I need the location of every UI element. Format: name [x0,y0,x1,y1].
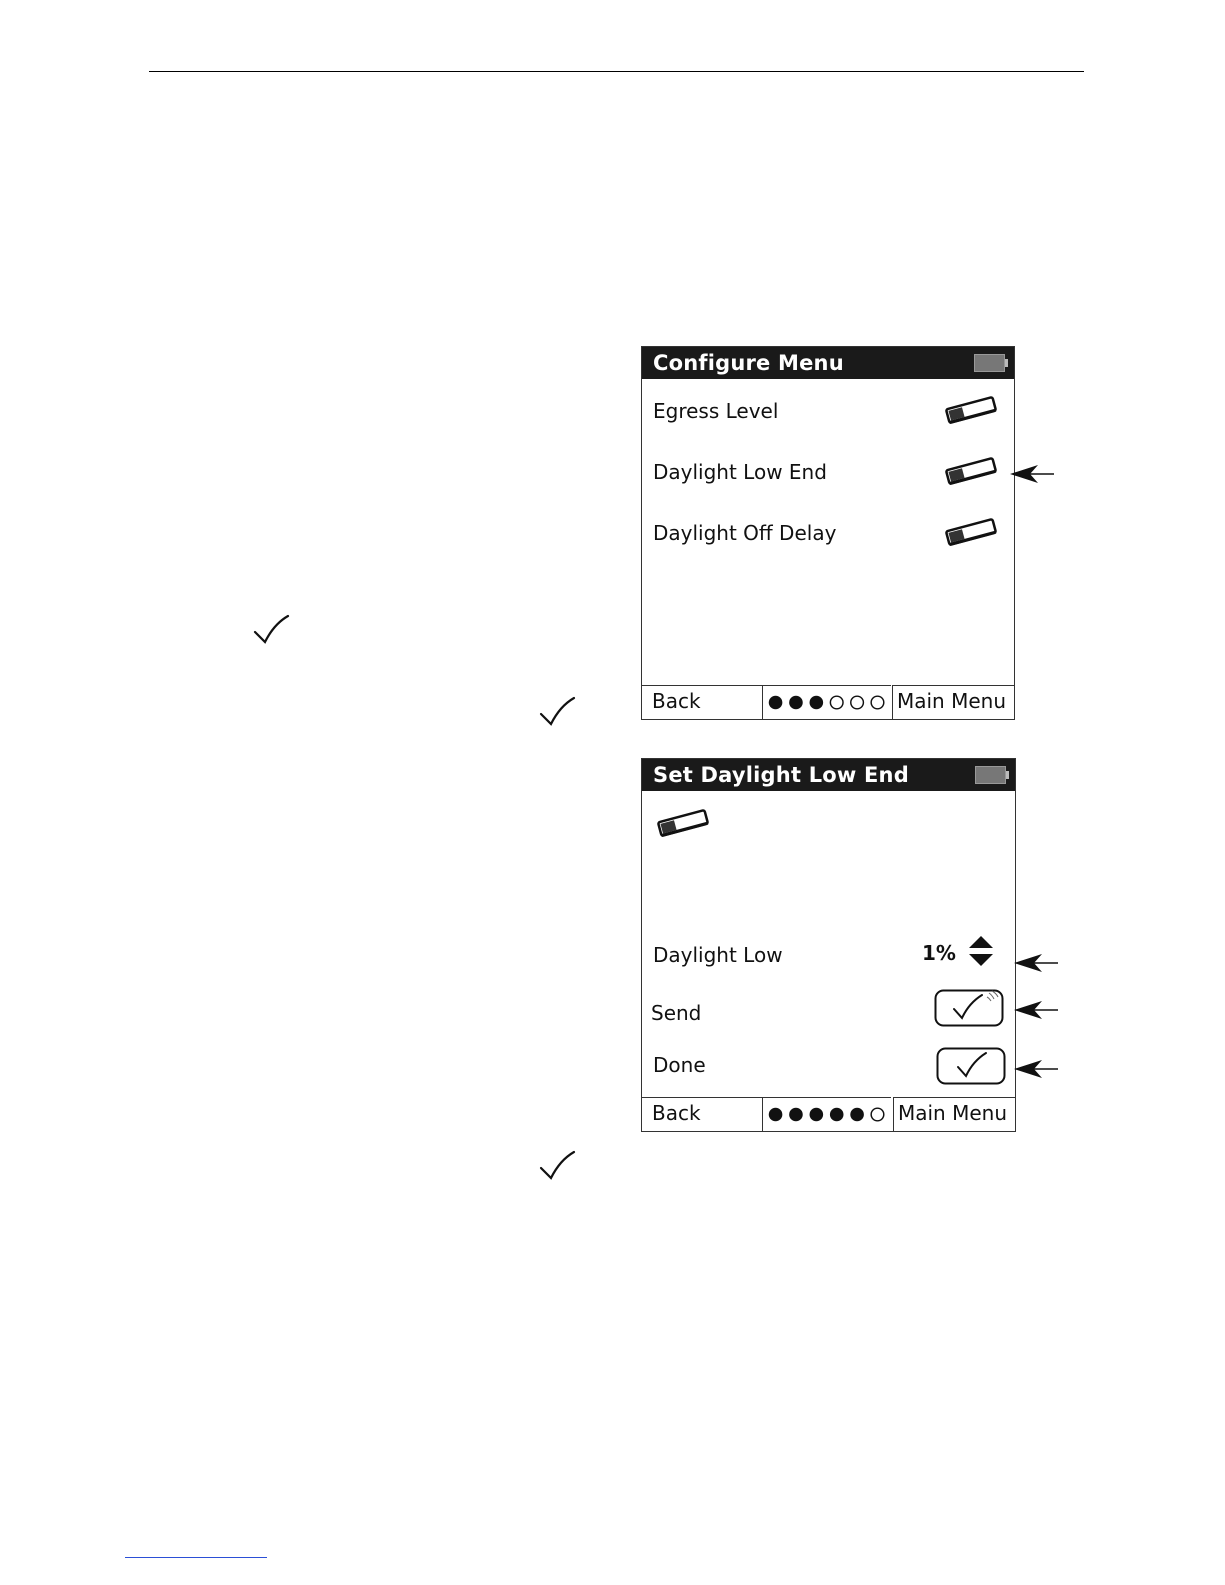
page-dot [850,1108,864,1122]
slider-icon[interactable] [944,456,998,486]
configure-menu-screen [641,346,1015,720]
screen-title: Configure Menu [653,351,844,375]
page-dot [830,696,843,709]
done-button[interactable] [936,1047,1006,1085]
slider-icon[interactable] [944,395,998,425]
menu-item-daylight-low-end[interactable] [653,460,827,484]
page-dot [769,1108,783,1122]
battery-icon [975,766,1009,784]
slider-icon [656,808,710,838]
callout-arrow-icon [1012,952,1060,974]
screen-title-bar [642,759,1015,791]
checkmark-icon [252,614,292,648]
page-dot [810,1108,824,1122]
setting-value: 1% [922,941,956,965]
screen-footer [642,1097,1015,1131]
checkmark-icon [538,696,578,730]
battery-icon [974,354,1008,372]
page-dot [871,1108,884,1121]
menu-item-egress-level[interactable] [653,399,778,423]
set-daylight-low-end-screen [641,758,1016,1132]
up-down-stepper-icon[interactable] [967,935,995,967]
checkmark-icon [538,1150,578,1184]
page-dot [789,1108,803,1122]
menu-item-daylight-off-delay[interactable] [653,521,836,545]
page-dot [769,696,783,710]
footer-link-underline [125,1557,267,1558]
menu-item-label: Daylight Off Delay [653,521,837,545]
page-dot [851,696,864,709]
page-dot [871,696,884,709]
page-dot [810,696,824,710]
screen-title: Set Daylight Low End [653,763,909,787]
page-dot [830,1108,844,1122]
page-indicator [763,1097,891,1131]
slider-icon[interactable] [944,517,998,547]
page-indicator [763,685,891,719]
callout-arrow-icon [1012,1058,1060,1080]
page-dot [789,696,803,710]
screen-title-bar [642,347,1014,379]
setting-label: Daylight Low [653,943,783,967]
screen-footer [642,685,1014,719]
back-button[interactable]: Back [642,1097,763,1131]
callout-arrow-icon [1008,463,1056,485]
header-rule [149,71,1084,72]
main-menu-button[interactable]: Main Menu [892,685,1014,719]
back-button[interactable]: Back [642,685,763,719]
main-menu-button[interactable]: Main Menu [893,1097,1015,1131]
done-label: Done [653,1053,706,1077]
send-label: Send [651,1001,702,1025]
callout-arrow-icon [1012,999,1060,1021]
menu-item-label: Egress Level [653,399,779,423]
send-button[interactable] [934,989,1004,1027]
menu-item-label: Daylight Low End [653,460,827,484]
